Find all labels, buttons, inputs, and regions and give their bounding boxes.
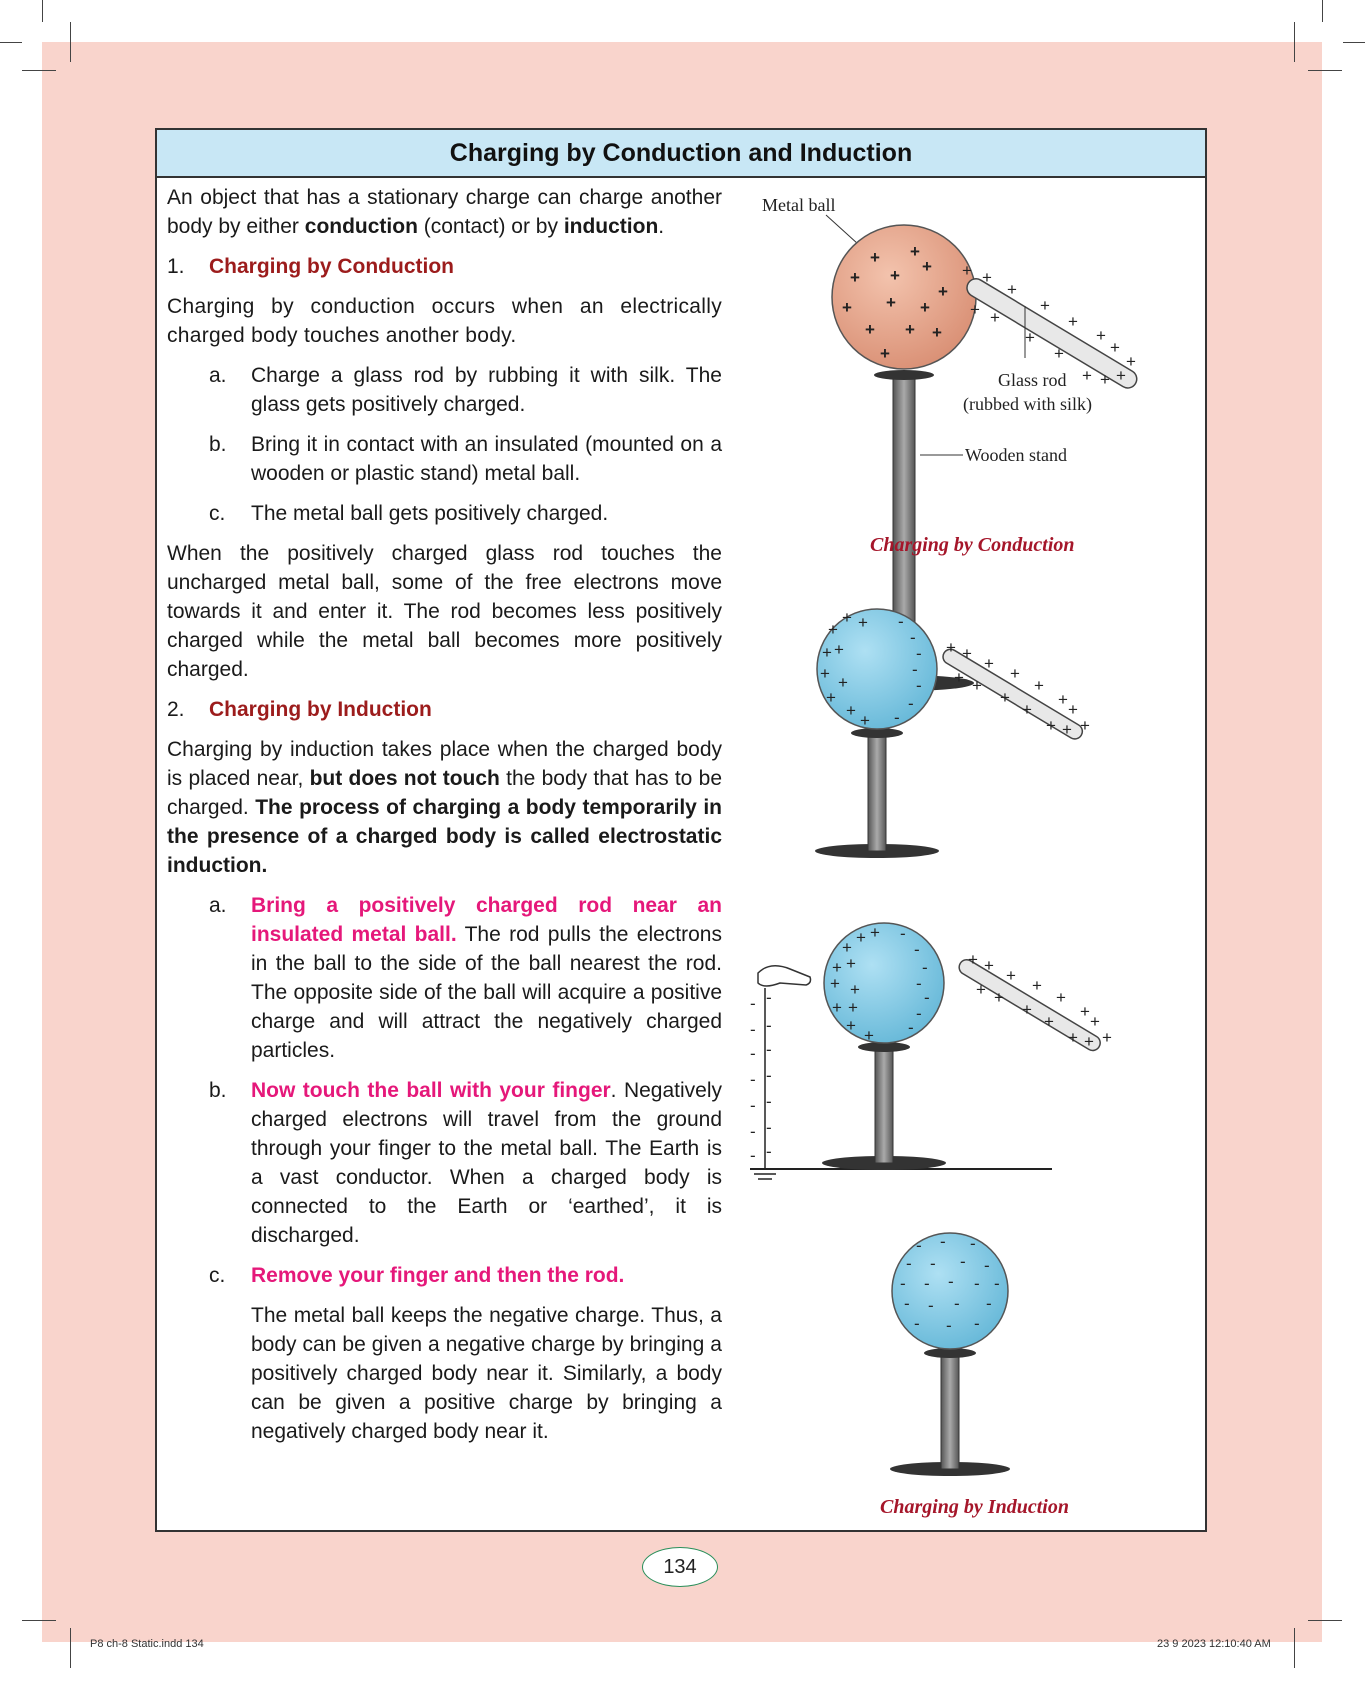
intro-conduction: conduction <box>304 215 418 238</box>
positive-charge: + <box>842 298 852 317</box>
negative-charge: - <box>916 1004 922 1023</box>
negative-charge: - <box>750 1146 756 1165</box>
positive-charge: + <box>830 974 840 993</box>
crop-mark <box>1308 1620 1342 1621</box>
positive-charge: + <box>1006 966 1016 985</box>
positive-charge: + <box>1034 676 1044 695</box>
positive-charge: + <box>984 654 994 673</box>
negative-charge: - <box>954 1294 960 1313</box>
positive-charge: + <box>1068 1028 1078 1047</box>
intro-induction: induction <box>563 215 659 238</box>
negative-charge: - <box>970 1234 976 1253</box>
positive-charge: + <box>1080 716 1090 735</box>
step-highlight: Bring a positively charged rod near an insulated metal ball. <box>251 894 722 946</box>
page-title: Charging by Conduction and Induction <box>157 130 1205 178</box>
positive-charge: + <box>990 308 1000 327</box>
step-text: Charge a glass rod by rubbing it with silk. The glass gets positively charged. <box>251 364 722 416</box>
positive-charge: + <box>972 676 982 695</box>
positive-charge: + <box>850 980 860 999</box>
crop-mark <box>1322 0 1323 22</box>
conduction-paragraph: Charging by conduction occurs when an electrically charged body touches another body. <box>167 295 722 347</box>
glass-rod-sublabel: (rubbed with silk) <box>963 394 1092 414</box>
negative-charge: - <box>984 1256 990 1275</box>
induction-step <box>209 1261 722 1290</box>
text-column <box>167 183 722 1457</box>
conduction-step <box>209 361 722 419</box>
positive-charge: + <box>834 640 844 659</box>
negative-charge: - <box>766 1118 772 1137</box>
positive-charge: + <box>832 998 842 1017</box>
negative-charge: - <box>994 1274 1000 1293</box>
positive-charge: + <box>1110 338 1120 357</box>
crop-mark <box>22 1620 56 1621</box>
positive-charge: + <box>828 620 838 639</box>
section-number: 1. <box>167 255 185 278</box>
positive-charge: + <box>962 644 972 663</box>
induction-bold: but does not touch <box>309 767 500 790</box>
section-heading-induction <box>167 695 722 724</box>
positive-charge: + <box>1102 1028 1112 1047</box>
negative-charge: - <box>916 676 922 695</box>
induction-step <box>209 891 722 1065</box>
positive-charge: + <box>865 320 875 339</box>
positive-charge: + <box>1022 1000 1032 1019</box>
negative-charge: - <box>900 924 906 943</box>
positive-charge: + <box>1082 366 1092 385</box>
stand <box>868 731 886 851</box>
caption-induction: Charging by Induction <box>880 1496 1069 1518</box>
positive-charge: + <box>1044 1012 1054 1031</box>
negative-charge: - <box>974 1274 980 1293</box>
conduction-explanation: When the positively charged glass rod touches the uncharged metal ball, some of the free electrons move towards it and enter it. The rod becomes less positively charged while the metal ball becomes more positively charged. <box>167 542 722 681</box>
positive-charge: + <box>870 248 880 267</box>
section-heading-text: Charging by Conduction <box>209 255 454 278</box>
positive-charge: + <box>846 701 856 720</box>
positive-charge: + <box>1032 976 1042 995</box>
caption-conduction: Charging by Conduction <box>870 534 1075 556</box>
positive-charge: + <box>976 980 986 999</box>
conduction-figure <box>762 195 1140 691</box>
positive-charge: + <box>846 1016 856 1035</box>
positive-charge: + <box>858 613 868 632</box>
induction-paragraph <box>167 735 722 880</box>
positive-charge: + <box>1025 328 1035 347</box>
positive-charge: + <box>1068 312 1078 331</box>
positive-charge: + <box>968 950 978 969</box>
page-number: 134 <box>642 1547 718 1587</box>
intro-paragraph <box>167 183 722 241</box>
step-text: . Negatively charged electrons will travel from the ground through your finger to the metal ball. The Earth is a vast conductor. When a charged body is connected to the Earth or ‘earthed’, it is discharged. <box>251 1079 723 1247</box>
positive-charge: + <box>984 956 994 975</box>
positive-charge: + <box>1000 688 1010 707</box>
crop-mark <box>0 42 22 43</box>
positive-charge: + <box>905 320 915 339</box>
negative-charge: - <box>766 1092 772 1111</box>
positive-charge: + <box>970 300 980 319</box>
negative-charge: - <box>960 1252 966 1271</box>
induction-text: Charging by induction takes place when the charged body is placed near, <box>167 738 722 790</box>
negative-charge: - <box>904 1294 910 1313</box>
positive-charge: + <box>946 638 956 657</box>
positive-charge: + <box>820 664 830 683</box>
section-heading-conduction <box>167 252 722 281</box>
intro-text: (contact) or by <box>417 215 564 238</box>
positive-charge: + <box>1046 716 1056 735</box>
negative-charge: - <box>750 1070 756 1089</box>
crop-mark <box>70 1628 71 1668</box>
negative-charge: - <box>900 1274 906 1293</box>
positive-charge: + <box>954 668 964 687</box>
negative-charge: - <box>908 1018 914 1037</box>
positive-charge: + <box>890 266 900 285</box>
step-label: b. <box>209 433 227 456</box>
crop-mark <box>22 70 56 71</box>
negative-charge: - <box>750 1020 756 1039</box>
negative-charge: - <box>910 628 916 647</box>
step-label: c. <box>209 502 226 525</box>
crop-mark <box>1294 22 1295 62</box>
step-label: c. <box>209 1264 226 1287</box>
stand-cap <box>874 370 934 380</box>
positive-charge: + <box>1080 1002 1090 1021</box>
negative-charge: - <box>894 708 900 727</box>
step-label: a. <box>209 364 227 387</box>
negative-charge: - <box>924 1274 930 1293</box>
positive-charge: + <box>864 1026 874 1045</box>
positive-charge: + <box>1126 352 1136 371</box>
induction-figure-b <box>750 923 1112 1179</box>
negative-charge: - <box>766 1142 772 1161</box>
wooden-stand-label: Wooden stand <box>965 445 1068 465</box>
conduction-step <box>209 430 722 488</box>
metal-ball-label: Metal ball <box>762 195 836 215</box>
metal-ball-copper <box>832 225 976 369</box>
step-highlight: Now touch the ball with your finger <box>251 1079 611 1102</box>
negative-charge: - <box>916 1236 922 1255</box>
step-label: b. <box>209 1079 227 1102</box>
crop-mark <box>70 22 71 62</box>
positive-charge: + <box>920 298 930 317</box>
induction-step <box>209 1076 722 1250</box>
negative-charge: - <box>766 988 772 1007</box>
negative-charge: - <box>914 1314 920 1333</box>
positive-charge: + <box>938 282 948 301</box>
negative-charge: - <box>916 644 922 663</box>
positive-charge: + <box>1010 664 1020 683</box>
negative-charge: - <box>898 612 904 631</box>
positive-charge: + <box>856 928 866 947</box>
positive-charge: + <box>826 688 836 707</box>
negative-charge: - <box>916 974 922 993</box>
negative-charge: - <box>750 1122 756 1141</box>
positive-charge: + <box>1084 1032 1094 1051</box>
negative-charge: - <box>766 1040 772 1059</box>
positive-charge: + <box>932 323 942 342</box>
rod-charges <box>968 950 1112 1051</box>
positive-charge: + <box>1090 1012 1100 1031</box>
negative-charge: - <box>974 1314 980 1333</box>
negative-charge: - <box>922 958 928 977</box>
positive-charge: + <box>982 268 992 287</box>
positive-charge: + <box>922 257 932 276</box>
glass-rod-label: Glass rod <box>998 370 1067 390</box>
positive-charge: + <box>860 711 870 730</box>
negative-charge: - <box>750 994 756 1013</box>
crop-mark <box>1294 1628 1295 1668</box>
negative-charge: - <box>914 940 920 959</box>
positive-charge: + <box>994 988 1004 1007</box>
positive-charge: + <box>1007 280 1017 299</box>
stand <box>941 1351 959 1469</box>
positive-charge: + <box>1058 690 1068 709</box>
negative-charge: - <box>766 1016 772 1035</box>
section-heading-text: Charging by Induction <box>209 698 432 721</box>
negative-charge: - <box>750 1044 756 1063</box>
positive-charge: + <box>910 242 920 261</box>
step-text: The metal ball gets positively charged. <box>251 502 609 525</box>
negative-charge: - <box>940 1232 946 1251</box>
induction-conclusion: The metal ball keeps the negative charge. Thus, a body can be given a negative charge by bringing a positively charged body near it. Similarly, a body can be given a positive charge by bringing a negatively charged body near it. <box>251 1304 722 1443</box>
diagram-column <box>750 183 1190 1523</box>
step-text: The rod pulls the electrons in the ball to the side of the ball nearest the rod. The opposite side of the ball will acquire a positive charge and will attract the negatively charged particles. <box>251 923 722 1062</box>
negative-charge: - <box>946 1316 952 1335</box>
positive-charge: + <box>842 608 852 627</box>
positive-charge: + <box>838 673 848 692</box>
conduction-step <box>209 499 722 528</box>
positive-charge: + <box>1096 326 1106 345</box>
intro-text: An object that has a stationary charge can charge another body by either <box>167 186 722 238</box>
positive-charge: + <box>842 938 852 957</box>
finger-icon <box>758 966 811 986</box>
induction-figure-a <box>815 608 1090 858</box>
negative-charge: - <box>912 660 918 679</box>
negative-charge: - <box>948 1272 954 1291</box>
crop-mark <box>1343 42 1365 43</box>
positive-charge: + <box>1116 366 1126 385</box>
positive-charge: + <box>886 293 896 312</box>
date-slug: 23 9 2023 12:10:40 AM <box>1157 1638 1271 1650</box>
positive-charge: + <box>1100 370 1110 389</box>
induction-figure-c <box>880 1232 1069 1518</box>
positive-charge: + <box>1068 700 1078 719</box>
step-text: Bring it in contact with an insulated (mounted on a wooden or plastic stand) metal ball. <box>251 433 722 485</box>
negative-charge: - <box>766 1066 772 1085</box>
positive-charge: + <box>962 261 972 280</box>
intro-text: . <box>658 215 665 238</box>
positive-charge: + <box>848 998 858 1017</box>
stand <box>875 1045 893 1163</box>
positive-charge: + <box>880 344 890 363</box>
earth-charges <box>750 988 772 1165</box>
section-number: 2. <box>167 698 185 721</box>
negative-charge: - <box>750 1096 756 1115</box>
file-slug: P8 ch-8 Static.indd 134 <box>90 1638 204 1650</box>
positive-charge: + <box>1040 296 1050 315</box>
positive-charge: + <box>822 643 832 662</box>
induction-text: the body that has to be charged. <box>167 767 722 819</box>
step-label: a. <box>209 894 227 917</box>
positive-charge: + <box>850 268 860 287</box>
positive-charge: + <box>846 954 856 973</box>
negative-charge: - <box>930 1254 936 1273</box>
positive-charge: + <box>1054 344 1064 363</box>
crop-mark <box>1308 70 1342 71</box>
step-highlight: Remove your finger and then the rod. <box>251 1264 625 1287</box>
negative-charge: - <box>924 988 930 1007</box>
positive-charge: + <box>1022 700 1032 719</box>
positive-charge: + <box>870 923 880 942</box>
negative-charge: - <box>986 1294 992 1313</box>
crop-mark <box>42 0 43 22</box>
positive-charge: + <box>832 958 842 977</box>
negative-charge: - <box>928 1296 934 1315</box>
negative-charge: - <box>908 694 914 713</box>
positive-charge: + <box>1056 988 1066 1007</box>
positive-charge: + <box>1062 720 1072 739</box>
negative-charge: - <box>906 1254 912 1273</box>
induction-definition: The process of charging a body temporarily in the presence of a charged body is called electrostatic induction. <box>167 796 723 877</box>
